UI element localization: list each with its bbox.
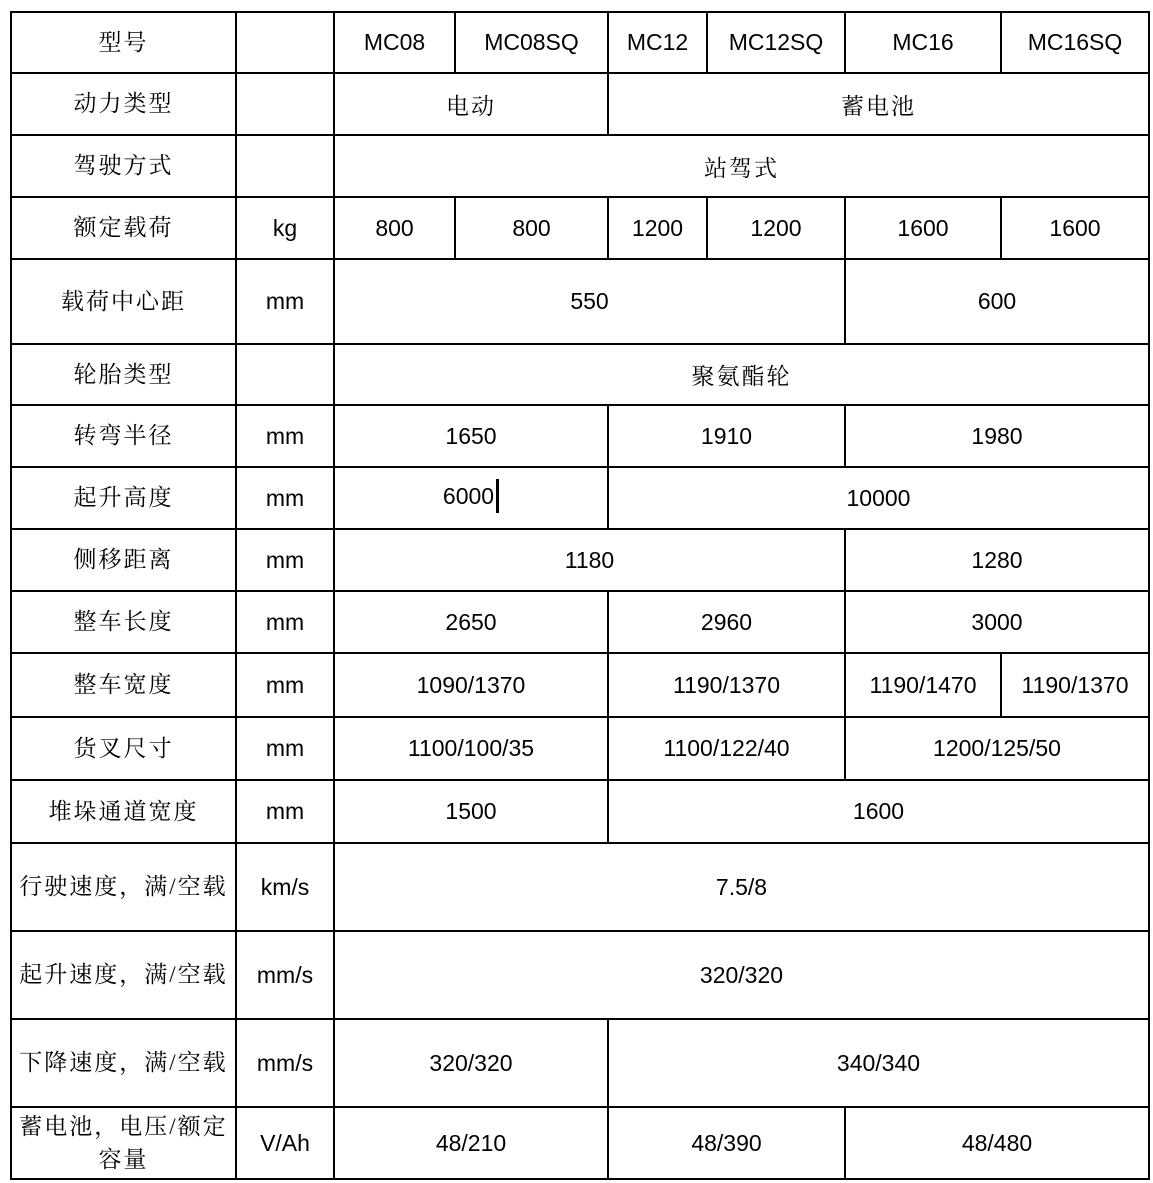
rated-load-value-2[interactable]: 1200 — [608, 197, 707, 259]
side-shift-value-0[interactable]: 1180 — [334, 529, 845, 591]
lift-speed-unit[interactable]: mm/s — [236, 931, 334, 1019]
model-header-mc08sq[interactable]: MC08SQ — [455, 12, 608, 73]
load-center-unit[interactable]: mm — [236, 259, 334, 344]
lift-speed-value-0[interactable]: 320/320 — [334, 931, 1149, 1019]
table-row-rated-load — [11, 197, 1149, 259]
rated-load-value-5[interactable]: 1600 — [1001, 197, 1149, 259]
document-page — [10, 11, 1150, 1180]
rated-load-value-4[interactable]: 1600 — [845, 197, 1001, 259]
overall-width-value-0[interactable]: 1090/1370 — [334, 653, 608, 717]
lowering-speed-label[interactable]: 下降速度，满/空载 — [11, 1019, 236, 1107]
fork-size-value-0[interactable]: 1100/100/35 — [334, 717, 608, 780]
table-row-tire-type — [11, 344, 1149, 405]
travel-speed-label[interactable]: 行驶速度，满/空载 — [11, 843, 236, 931]
power-type-unit[interactable] — [236, 73, 334, 135]
model-header-mc16sq[interactable]: MC16SQ — [1001, 12, 1149, 73]
aisle-width-value-1[interactable]: 1600 — [608, 780, 1149, 843]
table-row-lift-speed — [11, 931, 1149, 1019]
battery-value-0[interactable]: 48/210 — [334, 1107, 608, 1179]
load-center-value-1[interactable]: 600 — [845, 259, 1149, 344]
lowering-speed-value-0[interactable]: 320/320 — [334, 1019, 608, 1107]
table-row-side-shift — [11, 529, 1149, 591]
overall-length-label[interactable]: 整车长度 — [11, 591, 236, 653]
model-row-label[interactable]: 型号 — [11, 12, 236, 73]
load-center-label[interactable]: 载荷中心距 — [11, 259, 236, 344]
table-row-overall-width — [11, 653, 1149, 717]
table-row-turning-radius — [11, 405, 1149, 467]
travel-speed-unit[interactable]: km/s — [236, 843, 334, 931]
turning-radius-label[interactable]: 转弯半径 — [11, 405, 236, 467]
table-row-battery — [11, 1107, 1149, 1179]
fork-size-value-2[interactable]: 1200/125/50 — [845, 717, 1149, 780]
turning-radius-unit[interactable]: mm — [236, 405, 334, 467]
side-shift-label[interactable]: 侧移距离 — [11, 529, 236, 591]
table-row-lift-height — [11, 467, 1149, 529]
power-type-label[interactable]: 动力类型 — [11, 73, 236, 135]
lowering-speed-value-1[interactable]: 340/340 — [608, 1019, 1149, 1107]
table-row-model — [11, 12, 1149, 73]
fork-size-unit[interactable]: mm — [236, 717, 334, 780]
table-row-load-center — [11, 259, 1149, 344]
overall-width-value-3[interactable]: 1190/1370 — [1001, 653, 1149, 717]
overall-length-value-1[interactable]: 2960 — [608, 591, 845, 653]
model-header-mc08[interactable]: MC08 — [334, 12, 455, 73]
rated-load-value-3[interactable]: 1200 — [707, 197, 845, 259]
battery-value-2[interactable]: 48/480 — [845, 1107, 1149, 1179]
table-row-drive-mode — [11, 135, 1149, 197]
model-header-mc16[interactable]: MC16 — [845, 12, 1001, 73]
tire-type-value-0[interactable]: 聚氨酯轮 — [334, 344, 1149, 405]
overall-width-label[interactable]: 整车宽度 — [11, 653, 236, 717]
table-row-overall-length — [11, 591, 1149, 653]
fork-size-label[interactable]: 货叉尺寸 — [11, 717, 236, 780]
drive-mode-unit[interactable] — [236, 135, 334, 197]
overall-length-value-2[interactable]: 3000 — [845, 591, 1149, 653]
fork-size-value-1[interactable]: 1100/122/40 — [608, 717, 845, 780]
battery-label[interactable]: 蓄电池，电压/额定容量 — [11, 1107, 236, 1179]
model-row-unit[interactable] — [236, 12, 334, 73]
battery-value-1[interactable]: 48/390 — [608, 1107, 845, 1179]
lift-height-unit[interactable]: mm — [236, 467, 334, 529]
rated-load-label[interactable]: 额定载荷 — [11, 197, 236, 259]
tire-type-unit[interactable] — [236, 344, 334, 405]
aisle-width-value-0[interactable]: 1500 — [334, 780, 608, 843]
side-shift-unit[interactable]: mm — [236, 529, 334, 591]
rated-load-unit[interactable]: kg — [236, 197, 334, 259]
lift-speed-label[interactable]: 起升速度，满/空载 — [11, 931, 236, 1019]
aisle-width-label[interactable]: 堆垛通道宽度 — [11, 780, 236, 843]
lift-height-text: 6000 — [442, 483, 495, 510]
overall-length-unit[interactable]: mm — [236, 591, 334, 653]
drive-mode-value-0[interactable]: 站驾式 — [334, 135, 1149, 197]
rated-load-value-1[interactable]: 800 — [455, 197, 608, 259]
battery-unit[interactable]: V/Ah — [236, 1107, 334, 1179]
turning-radius-value-1[interactable]: 1910 — [608, 405, 845, 467]
load-center-value-0[interactable]: 550 — [334, 259, 845, 344]
lift-height-label[interactable]: 起升高度 — [11, 467, 236, 529]
power-type-value-1[interactable]: 蓄电池 — [608, 73, 1149, 135]
turning-radius-value-0[interactable]: 1650 — [334, 405, 608, 467]
rated-load-value-0[interactable]: 800 — [334, 197, 455, 259]
table-row-fork-size — [11, 717, 1149, 780]
side-shift-value-1[interactable]: 1280 — [845, 529, 1149, 591]
model-header-mc12sq[interactable]: MC12SQ — [707, 12, 845, 73]
overall-length-value-0[interactable]: 2650 — [334, 591, 608, 653]
table-row-lowering-speed — [11, 1019, 1149, 1107]
turning-radius-value-2[interactable]: 1980 — [845, 405, 1149, 467]
table-row-power-type — [11, 73, 1149, 135]
travel-speed-value-0[interactable]: 7.5/8 — [334, 843, 1149, 931]
spec-table — [10, 11, 1150, 1180]
text-cursor — [496, 479, 499, 513]
aisle-width-unit[interactable]: mm — [236, 780, 334, 843]
tire-type-label[interactable]: 轮胎类型 — [11, 344, 236, 405]
table-row-aisle-width — [11, 780, 1149, 843]
overall-width-value-2[interactable]: 1190/1470 — [845, 653, 1001, 717]
table-row-travel-speed — [11, 843, 1149, 931]
lift-height-value-1[interactable]: 10000 — [608, 467, 1149, 529]
overall-width-unit[interactable]: mm — [236, 653, 334, 717]
power-type-value-0[interactable]: 电动 — [334, 73, 608, 135]
lowering-speed-unit[interactable]: mm/s — [236, 1019, 334, 1107]
overall-width-value-1[interactable]: 1190/1370 — [608, 653, 845, 717]
model-header-mc12[interactable]: MC12 — [608, 12, 707, 73]
lift-height-value-0[interactable] — [334, 467, 608, 529]
drive-mode-label[interactable]: 驾驶方式 — [11, 135, 236, 197]
